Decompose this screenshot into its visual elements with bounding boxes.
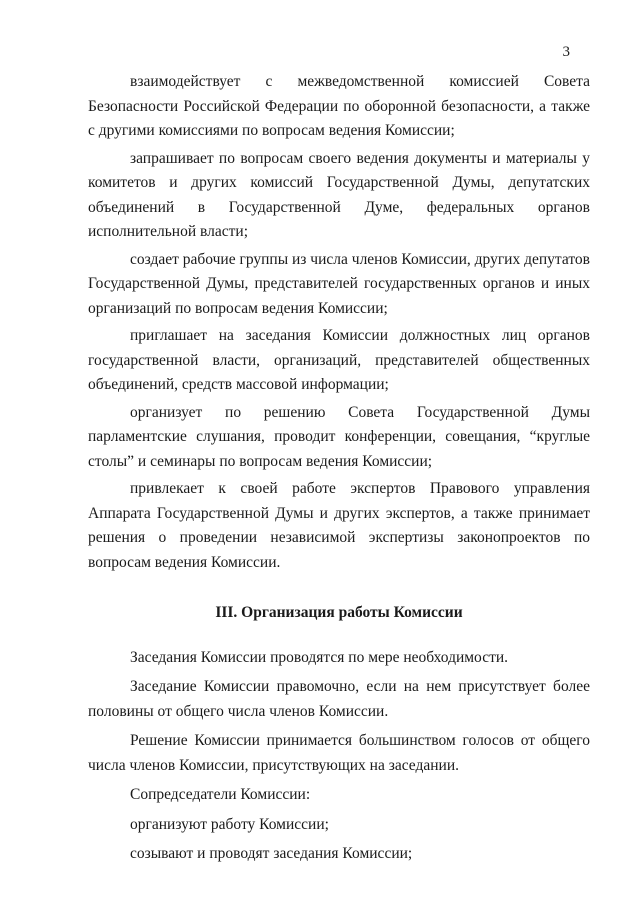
section-heading: III. Организация работы Комиссии	[215, 604, 463, 621]
paragraph: запрашивает по вопросам своего ведения документы и материалы у комитетов и других комиссий Государственной Думы, депутатских объединений в Государственной Думе, федеральных органов исполнительной власти;	[88, 149, 590, 240]
page-number: 3	[562, 44, 570, 60]
paragraph: Решение Комиссии принимается большинством голосов от общего числа членов Комиссии, присутствующих на заседании.	[88, 732, 590, 774]
paragraph: привлекает к своей работе экспертов Правового управления Аппарата Государственной Думы и других экспертов, а также принимает решения о проведении независимой экспертизы законопроектов по вопросам ведения Комиссии.	[88, 480, 590, 571]
powers-list	[88, 70, 590, 575]
paragraph: создает рабочие группы из числа членов Комиссии, других депутатов Государственной Думы, представителей государственных органов и иных организаций по вопросам ведения Комиссии;	[88, 250, 590, 317]
document-body	[88, 70, 590, 872]
paragraph: Заседание Комиссии правомочно, если на нем присутствует более половины от общего числа членов Комиссии.	[88, 678, 590, 720]
paragraph: Заседания Комиссии проводятся по мере необходимости.	[130, 648, 509, 666]
paragraph: организует по решению Совета Государственной Думы парламентские слушания, проводит конференции, совещания, “круглые столы” и семинары по вопросам ведения Комиссии;	[88, 403, 590, 470]
paragraph: взаимодействует с межведомственной комиссией Совета Безопасности Российской Федерации по оборонной безопасности, а также с другими комиссиями по вопросам ведения Комиссии;	[88, 73, 590, 139]
paragraph: организуют работу Комиссии;	[130, 815, 329, 833]
paragraph: приглашает на заседания Комиссии должностных лиц органов государственной власти, организаций, представителей общественных объединений, средств массовой информации;	[88, 327, 590, 393]
organization-section	[88, 646, 590, 867]
paragraph: Сопредседатели Комиссии:	[130, 786, 311, 803]
paragraph: созывают и проводят заседания Комиссии;	[130, 845, 413, 862]
